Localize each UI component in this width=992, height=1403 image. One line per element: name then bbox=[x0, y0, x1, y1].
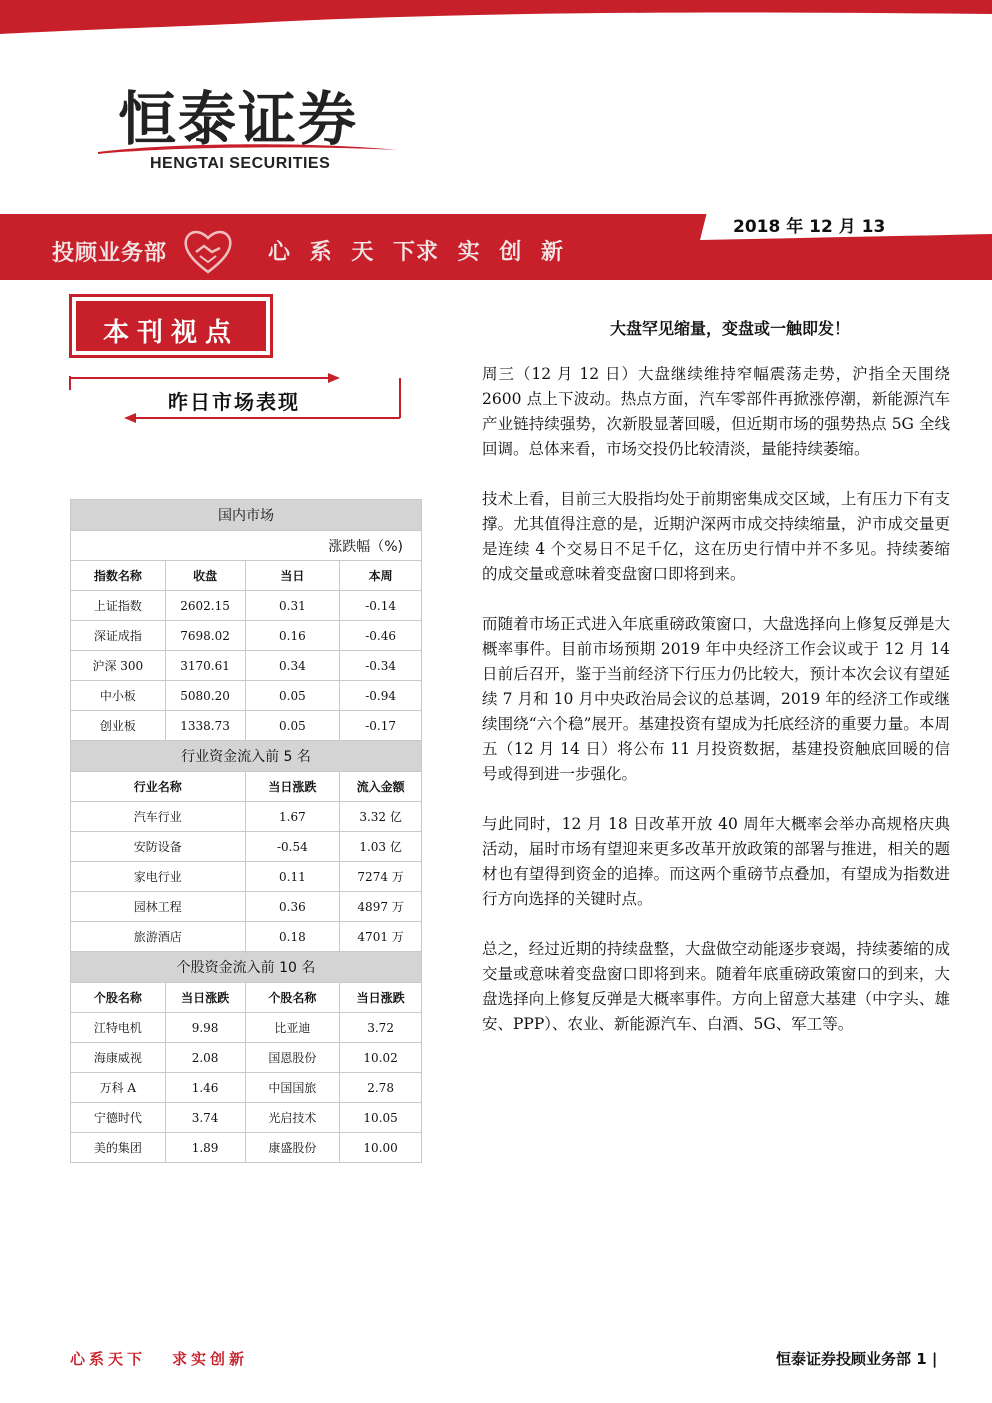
index-name: 上证指数 bbox=[71, 591, 166, 621]
stock-name: 国恩股份 bbox=[245, 1043, 340, 1073]
stock-change: 2.08 bbox=[165, 1043, 245, 1073]
index-close: 7698.02 bbox=[165, 621, 245, 651]
industry-inflow: 1.03 亿 bbox=[340, 832, 422, 862]
index-week-change: -0.46 bbox=[340, 621, 422, 651]
table-row bbox=[71, 862, 422, 892]
index-day-change: 0.05 bbox=[245, 711, 340, 741]
industry-inflow: 4701 万 bbox=[340, 922, 422, 952]
industry-change: 0.11 bbox=[245, 862, 340, 892]
article-paragraph: 总之，经过近期的持续盘整，大盘做空动能逐步衰竭，持续萎缩的成交量或意味着变盘窗口即将到来。随着年底重磅政策窗口的到来，大盘选择向上修复反弹是大概率事件。方向上留意大基建（中字头、雄安、PPP）、农业、新能源汽车、白酒、5G、军工等。 bbox=[482, 940, 950, 1033]
market-table bbox=[70, 499, 422, 1163]
footer-slogan-2: 求实创新 bbox=[172, 1350, 249, 1368]
logo-english: HENGTAI SECURITIES bbox=[150, 155, 331, 172]
column-header: 个股名称 bbox=[71, 983, 166, 1013]
stock-name: 中国国旅 bbox=[245, 1073, 340, 1103]
industry-inflow: 7274 万 bbox=[340, 862, 422, 892]
index-name: 深证成指 bbox=[71, 621, 166, 651]
view-heading: 本刊视点 bbox=[102, 318, 239, 348]
industry-name: 园林工程 bbox=[71, 892, 246, 922]
column-header: 收盘 bbox=[165, 561, 245, 591]
index-close: 3170.61 bbox=[165, 651, 245, 681]
industry-change: 1.67 bbox=[245, 802, 340, 832]
index-week-change: -0.94 bbox=[340, 681, 422, 711]
stock-change: 3.72 bbox=[340, 1013, 422, 1043]
stock-name: 美的集团 bbox=[71, 1133, 166, 1163]
index-day-change: 0.34 bbox=[245, 651, 340, 681]
stock-change: 10.02 bbox=[340, 1043, 422, 1073]
column-header: 当日 bbox=[245, 561, 340, 591]
stock-name: 万科 A bbox=[71, 1073, 166, 1103]
table-row bbox=[71, 802, 422, 832]
industry-name: 家电行业 bbox=[71, 862, 246, 892]
index-week-change: -0.14 bbox=[340, 591, 422, 621]
index-week-change: -0.34 bbox=[340, 651, 422, 681]
domestic-unit-label: 涨跌幅（%) bbox=[71, 531, 422, 561]
stock-name: 光启技术 bbox=[245, 1103, 340, 1133]
stock-change: 3.74 bbox=[165, 1103, 245, 1133]
banner-slogan-2: 求 实 创 新 bbox=[416, 240, 569, 265]
industry-change: 0.36 bbox=[245, 892, 340, 922]
column-header: 流入金额 bbox=[340, 772, 422, 802]
stock-name: 江特电机 bbox=[71, 1013, 166, 1043]
stock-change: 1.46 bbox=[165, 1073, 245, 1103]
stock-name: 宁德时代 bbox=[71, 1103, 166, 1133]
column-header: 当日涨跌 bbox=[245, 772, 340, 802]
index-day-change: 0.05 bbox=[245, 681, 340, 711]
column-header: 指数名称 bbox=[71, 561, 166, 591]
article-title: 大盘罕见缩量，变盘或一触即发！ bbox=[609, 319, 850, 338]
industry-name: 汽车行业 bbox=[71, 802, 246, 832]
table-row bbox=[71, 651, 422, 681]
logo-chinese: 恒泰证券 bbox=[118, 85, 359, 153]
index-week-change: -0.17 bbox=[340, 711, 422, 741]
stock-change: 2.78 bbox=[340, 1073, 422, 1103]
footer-slogan-1: 心系天下 bbox=[70, 1350, 147, 1368]
index-day-change: 0.16 bbox=[245, 621, 340, 651]
index-name: 沪深 300 bbox=[71, 651, 166, 681]
article-paragraph: 而随着市场正式进入年底重磅政策窗口，大盘选择向上修复反弹是大概率事件。目前市场预期 2019 年中央经济工作会议或于 12 月 14 日前后召开，鉴于当前经济下行压力仍比较大，预计本次会议有望延续 7 月和 10 月中央政治局会议的总基调，2019 年的经济工作或继续围绕“六个稳”展开。基建投资有望成为托底经济的重要力量。本周五（12 月 14 日）将公布 11 月投资数据，基建投资触底回暖的信号或得到进一步强化。 bbox=[482, 615, 950, 783]
index-name: 创业板 bbox=[71, 711, 166, 741]
industry-flow-title: 行业资金流入前 5 名 bbox=[71, 741, 422, 772]
index-close: 1338.73 bbox=[165, 711, 245, 741]
banner-slogan-1: 心 系 天 下 bbox=[268, 240, 421, 265]
heart-handshake-icon bbox=[182, 226, 234, 278]
table-row bbox=[71, 1073, 422, 1103]
stock-change: 10.00 bbox=[340, 1133, 422, 1163]
table-row bbox=[71, 1013, 422, 1043]
stock-name: 康盛股份 bbox=[245, 1133, 340, 1163]
table-row bbox=[71, 832, 422, 862]
index-close: 5080.20 bbox=[165, 681, 245, 711]
industry-name: 旅游酒店 bbox=[71, 922, 246, 952]
industry-change: -0.54 bbox=[245, 832, 340, 862]
table-row bbox=[71, 922, 422, 952]
column-header: 个股名称 bbox=[245, 983, 340, 1013]
stock-name: 比亚迪 bbox=[245, 1013, 340, 1043]
report-date: 2018 年 12 月 13 bbox=[733, 217, 886, 237]
table-row bbox=[71, 1133, 422, 1163]
stock-change: 1.89 bbox=[165, 1133, 245, 1163]
column-header: 当日涨跌 bbox=[165, 983, 245, 1013]
index-name: 中小板 bbox=[71, 681, 166, 711]
stock-change: 10.05 bbox=[340, 1103, 422, 1133]
industry-inflow: 4897 万 bbox=[340, 892, 422, 922]
industry-inflow: 3.32 亿 bbox=[340, 802, 422, 832]
table-row bbox=[71, 681, 422, 711]
industry-name: 安防设备 bbox=[71, 832, 246, 862]
industry-change: 0.18 bbox=[245, 922, 340, 952]
stock-flow-title: 个股资金流入前 10 名 bbox=[71, 952, 422, 983]
index-close: 2602.15 bbox=[165, 591, 245, 621]
table-row bbox=[71, 1103, 422, 1133]
yesterday-heading: 昨日市场表现 bbox=[168, 390, 300, 414]
article-paragraph: 与此同时，12 月 18 日改革开放 40 周年大概率会举办高规格庆典活动，届时市场有望迎来更多改革开放政策的部署与推进，相关的题材也有望得到资金的追捧。而这两个重磅节点叠加，有望成为指数进行方向选择的关键时点。 bbox=[482, 815, 950, 908]
stock-name: 海康威视 bbox=[71, 1043, 166, 1073]
stock-change: 9.98 bbox=[165, 1013, 245, 1043]
table-row bbox=[71, 621, 422, 651]
table-row bbox=[71, 591, 422, 621]
table-row bbox=[71, 711, 422, 741]
department-name: 投顾业务部 bbox=[52, 241, 168, 266]
table-row bbox=[71, 1043, 422, 1073]
header-top-band bbox=[0, 0, 992, 60]
article-body bbox=[482, 362, 950, 1062]
column-header: 本周 bbox=[340, 561, 422, 591]
footer-page-label: 恒泰证券投顾业务部 1 | bbox=[776, 1350, 938, 1368]
table-row bbox=[71, 892, 422, 922]
article-paragraph: 周三（12 月 12 日）大盘继续维持窄幅震荡走势，沪指全天围绕 2600 点上下波动。热点方面，汽车零部件再掀涨停潮，新能源汽车产业链持续强势，次新股显著回暖，但近期市场的强势热点 5G 全线回调。总体来看，市场交投仍比较清淡，量能持续萎缩。 bbox=[482, 365, 950, 458]
article-paragraph: 技术上看，目前三大股指均处于前期密集成交区域，上有压力下有支撑。尤其值得注意的是，近期沪深两市成交持续缩量，沪市成交量更是连续 4 个交易日不足千亿，这在历史行情中并不多见。持续萎缩的成交量或意味着变盘窗口即将到来。 bbox=[482, 490, 950, 583]
column-header: 当日涨跌 bbox=[340, 983, 422, 1013]
footer-slogan bbox=[70, 1348, 274, 1369]
index-day-change: 0.31 bbox=[245, 591, 340, 621]
domestic-market-title: 国内市场 bbox=[71, 500, 422, 531]
column-header: 行业名称 bbox=[71, 772, 246, 802]
